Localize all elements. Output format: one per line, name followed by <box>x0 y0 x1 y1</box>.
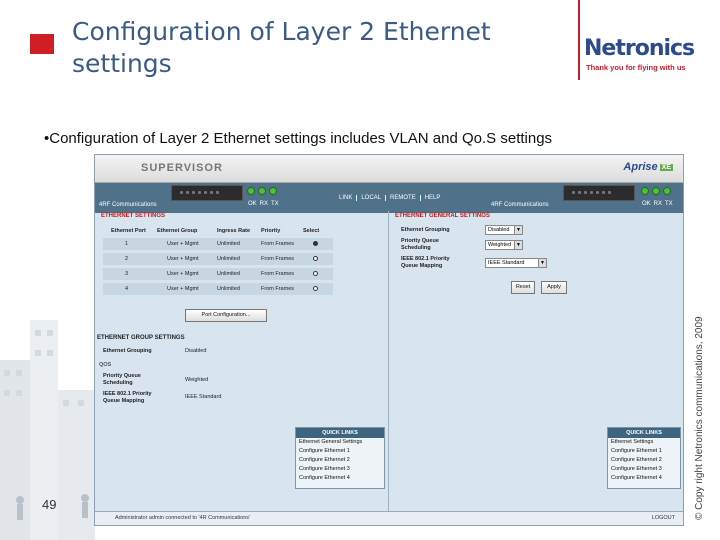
cell-port: 4 <box>125 286 129 292</box>
group-ieee-value: IEEE Standard <box>185 394 222 400</box>
general-pq-label: Priority Queue Scheduling <box>401 238 439 251</box>
rx-led-icon <box>652 187 660 195</box>
cell-priority: From Frames <box>261 271 294 277</box>
tx-led-icon <box>269 187 277 195</box>
led-label-tx: TX <box>271 201 279 207</box>
cell-port: 2 <box>125 256 129 262</box>
port-configuration-button[interactable]: Port Configuration... <box>185 309 267 322</box>
general-grouping-label: Ethernet Grouping <box>401 227 450 233</box>
rx-led-icon <box>258 187 266 195</box>
ieee-mapping-value: IEEE Standard <box>488 260 525 266</box>
title-bullet-square <box>30 34 54 54</box>
page-number: 49 <box>42 497 57 512</box>
quick-link[interactable]: Configure Ethernet 2 <box>299 457 350 463</box>
remote-status-leds <box>641 187 671 195</box>
remote-led-labels <box>642 201 673 207</box>
product-name: Aprise <box>623 161 658 173</box>
logo-name: Netronics <box>584 36 695 61</box>
ethernet-settings-title: ETHERNET SETTINGS <box>101 213 166 219</box>
col-ingress: Ingress Rate <box>217 228 251 234</box>
quick-link[interactable]: Configure Ethernet 4 <box>611 475 662 481</box>
ok-led-icon <box>641 187 649 195</box>
status-message: Administrator admin connected to '4R Communications' <box>115 515 251 521</box>
copyright-notice <box>690 316 710 520</box>
select-radio[interactable] <box>313 256 318 261</box>
quick-link[interactable]: Configure Ethernet 2 <box>611 457 662 463</box>
table-row[interactable] <box>103 253 333 265</box>
product-badge: XE <box>661 163 671 171</box>
group-settings-title: ETHERNET GROUP SETTINGS <box>97 335 185 341</box>
bullet-text: •Configuration of Layer 2 Ethernet settings includes VLAN and Qo.S settings <box>44 130 553 147</box>
apply-button[interactable]: Apply <box>541 281 567 294</box>
main-nav <box>335 195 440 201</box>
cell-port: 3 <box>125 271 129 277</box>
col-select: Select <box>303 228 320 234</box>
cell-group: User + Mgmt <box>167 256 199 262</box>
tx-led-icon <box>663 187 671 195</box>
status-bar <box>95 511 683 525</box>
logout-link[interactable]: LOGOUT <box>651 515 675 521</box>
nav-local[interactable]: LOCAL <box>356 195 381 201</box>
led-label-tx: TX <box>665 201 673 207</box>
select-radio[interactable] <box>313 271 318 276</box>
select-radio[interactable] <box>313 286 318 291</box>
group-grouping-value: Disabled <box>185 348 207 354</box>
quick-link[interactable]: Configure Ethernet 4 <box>299 475 350 481</box>
quick-link[interactable]: Ethernet General Settings <box>299 439 363 445</box>
ieee-mapping-select[interactable] <box>485 258 547 268</box>
chevron-down-icon: ▼ <box>538 259 546 267</box>
ok-led-icon <box>247 187 255 195</box>
quick-link[interactable]: Configure Ethernet 3 <box>611 466 662 472</box>
reset-button[interactable]: Reset <box>511 281 535 294</box>
chevron-down-icon: ▼ <box>514 241 522 249</box>
quick-links-left <box>295 427 385 489</box>
led-label-ok: OK <box>642 201 651 207</box>
priority-queue-select[interactable] <box>485 240 523 250</box>
nav-link[interactable]: LINK <box>339 195 353 201</box>
device-bar <box>95 183 683 213</box>
cell-port: 1 <box>125 241 129 247</box>
quick-link[interactable]: Configure Ethernet 1 <box>611 448 662 454</box>
chevron-down-icon: ▼ <box>514 226 522 234</box>
product-logo <box>623 161 673 173</box>
panel-divider <box>388 211 389 511</box>
cell-rate: Unlimited <box>217 271 240 277</box>
local-status-leds <box>247 187 277 195</box>
select-radio[interactable] <box>313 241 318 246</box>
cell-group: User + Mgmt <box>167 271 199 277</box>
cell-rate: Unlimited <box>217 241 240 247</box>
slide-title: Configuration of Layer 2 Ethernet settings <box>72 17 491 78</box>
group-pq-label: Priority Queue Scheduling <box>103 373 141 386</box>
group-grouping-label: Ethernet Grouping <box>103 348 152 354</box>
led-label-rx: RX <box>259 201 269 207</box>
quick-link[interactable]: Configure Ethernet 1 <box>299 448 350 454</box>
copyright-text: © Copy right Netronics communications, 2009 <box>694 316 705 520</box>
supervisor-header <box>95 155 683 183</box>
ethernet-grouping-select[interactable] <box>485 225 523 235</box>
local-device-image <box>171 185 243 201</box>
nav-help[interactable]: HELP <box>420 195 441 201</box>
table-row[interactable] <box>103 238 333 250</box>
supervisor-title: SUPERVISOR <box>141 162 223 174</box>
general-settings-title: ETHERNET GENERAL SETTINGS <box>395 213 490 219</box>
ethernet-port-table <box>103 228 333 298</box>
supervisor-screenshot <box>94 154 684 526</box>
table-row[interactable] <box>103 268 333 280</box>
ethernet-grouping-value: Disabled <box>488 227 510 233</box>
table-header <box>103 228 333 234</box>
table-row[interactable] <box>103 283 333 295</box>
logo-divider <box>578 0 580 80</box>
qos-label: QOS <box>99 362 112 368</box>
general-ieee-label: IEEE 802.1 Priority Queue Mapping <box>401 256 450 269</box>
quick-link[interactable]: Ethernet Settings <box>611 439 654 445</box>
col-port: Ethernet Port <box>111 228 146 234</box>
quick-links-title: QUICK LINKS <box>296 428 384 438</box>
cell-group: User + Mgmt <box>167 241 199 247</box>
led-label-ok: OK <box>248 201 257 207</box>
cell-priority: From Frames <box>261 286 294 292</box>
quick-links-right <box>607 427 681 489</box>
cell-group: User + Mgmt <box>167 286 199 292</box>
col-group: Ethernet Group <box>157 228 198 234</box>
remote-device-image <box>563 185 635 201</box>
nav-remote[interactable]: REMOTE <box>385 195 416 201</box>
cell-priority: From Frames <box>261 241 294 247</box>
remote-device-name[interactable]: 4RF Communications <box>491 202 549 208</box>
cell-priority: From Frames <box>261 256 294 262</box>
group-ieee-label: IEEE 802.1 Priority Queue Mapping <box>103 391 152 404</box>
cell-rate: Unlimited <box>217 256 240 262</box>
led-label-rx: RX <box>653 201 663 207</box>
local-device-name[interactable]: 4RF Communications <box>99 202 157 208</box>
logo-tagline: Thank you for flying with us <box>586 63 686 72</box>
group-pq-value: Weighted <box>185 377 209 383</box>
priority-queue-value: Weighted <box>488 242 512 248</box>
cell-rate: Unlimited <box>217 286 240 292</box>
quick-links-title: QUICK LINKS <box>608 428 680 438</box>
quick-link[interactable]: Configure Ethernet 3 <box>299 466 350 472</box>
local-led-labels <box>248 201 279 207</box>
netronics-logo <box>584 36 694 86</box>
col-priority: Priority <box>261 228 281 234</box>
